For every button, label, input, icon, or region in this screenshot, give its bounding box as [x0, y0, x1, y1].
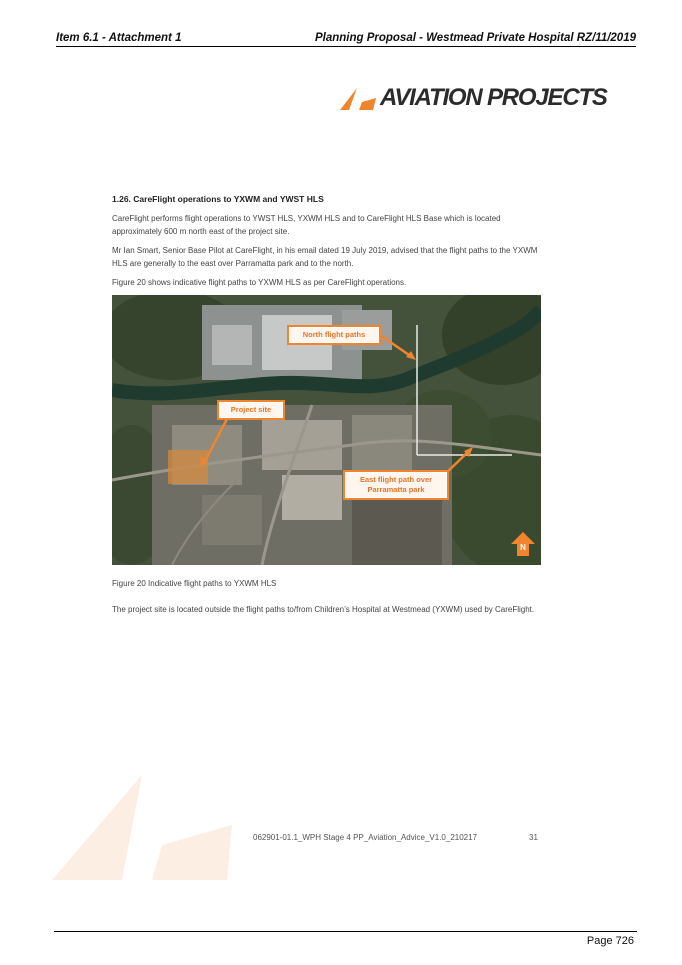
- north-flight-paths-callout: [287, 325, 381, 345]
- figure-caption: Figure 20 Indicative flight paths to YXWM HLS: [112, 579, 277, 588]
- header-proposal-title: Planning Proposal - Westmead Private Hospital RZ/11/2019: [314, 32, 636, 44]
- project-site-label: Project site: [230, 405, 272, 414]
- page-label: Page 726: [586, 935, 634, 947]
- section-heading: 1.26. CareFlight operations to YXWM and YWST HLS: [112, 194, 324, 204]
- watermark-logo-icon: [52, 770, 232, 880]
- paragraph-2: Mr Ian Smart, Senior Base Pilot at CareFlight, in his email dated 19 July 2019, advised that the flight paths to the YXWM HLS are generally to the east over Parramatta park and to the north.: [112, 246, 538, 268]
- footer-divider: [54, 931, 637, 932]
- north-arrow-label: N: [520, 543, 526, 552]
- paragraph-3: Figure 20 shows indicative flight paths to YXWM HLS as per CareFlight operations.: [112, 278, 407, 287]
- project-site-callout: [217, 400, 285, 420]
- aerial-map: [112, 295, 541, 565]
- east-flight-path-label-line2: Parramatta park: [367, 485, 425, 494]
- figure-note: The project site is located outside the flight paths to/from Children’s Hospital at Westmead (YXWM) used by CareFlight.: [112, 605, 535, 614]
- logo-text: AVIATION PROJECTS: [380, 84, 607, 111]
- header-attachment: Item 6.1 - Attachment 1: [56, 32, 182, 44]
- document-page-number: 31: [529, 833, 538, 842]
- east-flight-path-label-line1: East flight path over: [359, 475, 433, 484]
- north-arrow: [510, 531, 536, 557]
- north-flight-paths-label: North flight paths: [302, 330, 366, 339]
- east-flight-path-callout: [343, 470, 449, 500]
- paragraph-1: CareFlight performs flight operations to YWST HLS, YXWM HLS and to CareFlight HLS Base which is located approximately 600 m north east of the project site.: [112, 214, 501, 236]
- page-header: [56, 30, 636, 47]
- document-reference: 062901-01.1_WPH Stage 4 PP_Aviation_Advice_V1.0_210217: [253, 833, 478, 842]
- logo-mark-icon: [340, 88, 376, 110]
